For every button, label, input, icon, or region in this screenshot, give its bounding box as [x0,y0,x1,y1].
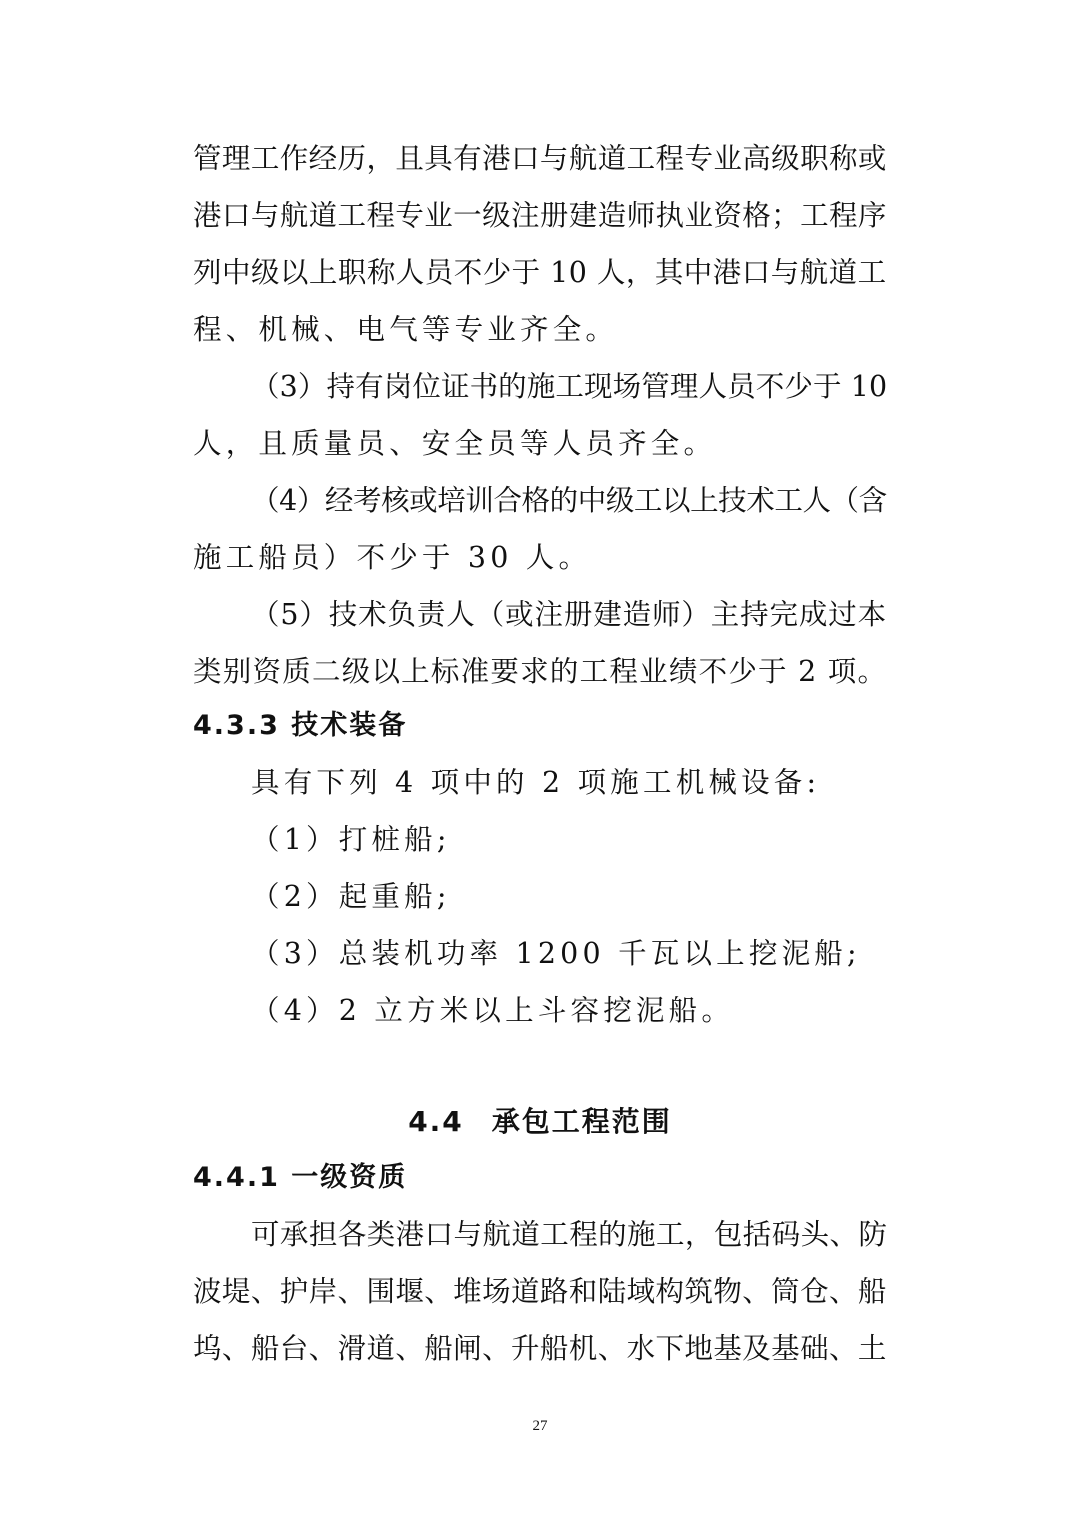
section-title-4-4 [0,1102,1080,1142]
list-item: （2）起重船; [251,880,451,913]
section-title-text: 承包工程范围 [491,1105,672,1138]
subsection-heading-4-3-3: 4.3.3 技术装备 [193,710,408,741]
subsection-heading-4-4-1: 4.4.1 一级资质 [193,1162,408,1193]
list-item: （4）2 立方米以上斗容挖泥船。 [251,994,735,1027]
body-text-line: （5）技术负责人（或注册建造师）主持完成过本 [251,598,888,631]
section-number: 4.4 [408,1105,464,1138]
body-text-line: （4）经考核或培训合格的中级工以上技术工人（含 [251,484,887,517]
body-text-line: 列中级以上职称人员不少于 10 人，其中港口与航道工 [193,256,887,289]
body-text-line: 波堤、护岸、围堰、堆场道路和陆域构筑物、筒仓、船 [193,1275,887,1308]
body-text-line: 港口与航道工程专业一级注册建造师执业资格；工程序 [193,199,887,232]
body-text-line: 坞、船台、滑道、船闸、升船机、水下地基及基础、土 [193,1332,887,1365]
list-item: （1）打桩船; [251,823,451,856]
list-item: （3）总装机功率 1200 千瓦以上挖泥船; [251,937,861,970]
body-text-line: 可承担各类港口与航道工程的施工，包括码头、防 [251,1218,888,1251]
body-text-line: 人，且质量员、安全员等人员齐全。 [193,427,717,460]
body-text-line: 施工船员）不少于 30 人。 [193,541,592,574]
body-text-line: 管理工作经历，且具有港口与航道工程专业高级职称或 [193,142,887,175]
page-number: 27 [532,1418,548,1434]
body-text-line: 具有下列 4 项中的 2 项施工机械设备: [251,766,821,799]
body-text-line: 类别资质二级以上标准要求的工程业绩不少于 2 项。 [193,655,888,688]
body-text-line: （3）持有岗位证书的施工现场管理人员不少于 10 [251,370,888,403]
body-text-line: 程、机械、电气等专业齐全。 [193,313,619,346]
